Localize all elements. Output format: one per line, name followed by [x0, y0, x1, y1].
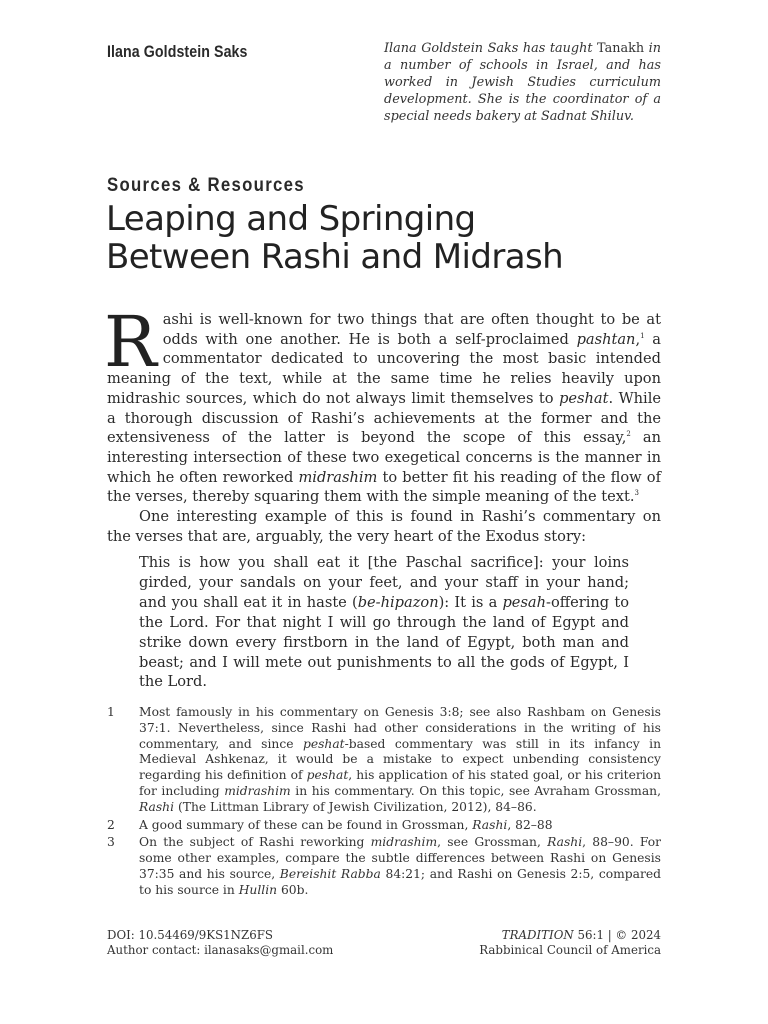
section-label: Sources & Resources — [107, 174, 305, 196]
italic-run: midrashim — [370, 835, 438, 850]
issue-info: 56:1 | © 2024 — [573, 928, 661, 942]
footnote-text — [139, 705, 661, 816]
italic-run: Hullin — [238, 882, 278, 897]
quote-text: This is how you shall eat it [the Paschal sacrifice]: your loins girded, your sandals on your feet, and your staff in your hand; and you shall eat it in haste ( — [139, 554, 629, 611]
text-run: , 88–90. For some other examples, compare the subtle differences between Rashi on Genesis 37:35 and his source, — [139, 835, 661, 881]
footnote-3 — [107, 835, 661, 898]
italic-run: midrashim — [224, 783, 291, 798]
doi-link[interactable]: DOI: 10.54469/9KS1NZ6FS — [107, 928, 273, 942]
text-run: a commentator dedicated to uncovering the most basic intended meaning of the text, while at the same time he relies heavily upon midrashic sources, which do not always limit themselves to — [107, 330, 661, 407]
footnote-2 — [107, 818, 661, 834]
text-run: ashi is well-known for two things that are often thought to be at odds with one another. He is both a self-proclaimed — [162, 311, 661, 348]
text-run: , 82–88 — [507, 817, 553, 832]
footer-right — [479, 928, 661, 958]
term-pesah: pesah — [502, 593, 547, 611]
bio-tanakh: Tanakh — [597, 41, 645, 56]
text-run: in his commentary. On this topic, see Avraham Grossman, — [290, 783, 661, 798]
bio-rest: in a number of schools in Israel, and has worked in Jewish Studies curriculum development. She is the coordinator of a special needs bakery at Sadnat Shiluv. — [384, 41, 661, 124]
term-midrashim: midrashim — [298, 468, 378, 486]
text-run: -based commentary was still in its infancy in Medieval Ashkenaz, it would be a mistake to expect unbending consistency regarding his definition of — [139, 736, 661, 783]
italic-run: Rashi — [547, 835, 583, 850]
bio-intro: Ilana Goldstein Saks has taught — [384, 41, 593, 56]
italic-run: peshat — [302, 736, 345, 751]
italic-run: Rashi — [139, 799, 175, 814]
term-peshat: peshat — [559, 389, 609, 407]
italic-run: Rashi — [472, 817, 508, 832]
article-body — [104, 301, 661, 546]
footnote-1 — [107, 705, 661, 816]
text-run: On the subject of Rashi reworking — [139, 835, 371, 850]
footnotes — [107, 705, 661, 901]
footnote-ref-3[interactable]: 3 — [634, 489, 639, 498]
footnote-text — [139, 818, 661, 834]
journal-name: TRADITION — [501, 928, 574, 942]
term-pashtan: pashtan — [576, 330, 636, 348]
publisher: Rabbinical Council of America — [479, 943, 661, 957]
paragraph-1: Rashi is well-known for two things that are often thought to be at odds with one another. He is both a self-proclaimed pashtan,$^1$ a commentator dedicated to uncovering the most basic intended meaning of the text, while at the same time he relies heavily upon midrashic sources, which do not always limit themselves to peshat. While a thorough discussion of Rashi’s achievements at the former and the extensiveness of the latter is beyond the scope of this essay,$^2$ an interesting intersection of these two exegetical concerns is the manner in which he often reworked midrashim to better fit his reading of the flow of the verses, thereby squaring them with the simple meaning of the text.$^3$ — [104, 301, 661, 506]
journal-issue — [479, 928, 661, 943]
title-line-1: Leaping and Springing — [106, 199, 476, 239]
footnote-text — [139, 835, 661, 898]
text-run: an interesting intersection of these two exegetical concerns is the manner in which he often reworked — [107, 429, 661, 486]
author-contact[interactable]: Author contact: ilanasaks@gmail.com — [107, 943, 334, 957]
block-quote — [139, 553, 629, 692]
footnote-number: 2 — [107, 817, 115, 832]
italic-run: Bereishit Rabba — [279, 866, 381, 881]
footnote-number: 1 — [107, 705, 115, 719]
footnote-ref-1[interactable]: 1 — [640, 331, 645, 340]
italic-run: peshat — [306, 768, 349, 783]
article-title — [106, 200, 706, 276]
text-run: (The Littman Library of Jewish Civilization, 2012), 84–86. — [174, 799, 537, 814]
text-run: , see Grossman, — [437, 835, 548, 850]
term-be-hipazon: be-hipazon — [357, 593, 439, 611]
text-run: to better fit his reading of the flow of the verses, thereby squaring them with the simple meaning of the text. — [107, 468, 661, 506]
quote-text: ): It is a — [438, 593, 503, 611]
text-run: 84:21; and Rashi on Genesis 2:5, compared to his source in — [139, 866, 661, 897]
text-run: . While a thorough discussion of Rashi’s achievements at the former and the extensiveness of the latter is beyond the scope of this essay, — [107, 389, 661, 447]
text-run: , his application of his stated goal, or his criterion for including — [139, 768, 661, 798]
drop-cap: R — [104, 301, 157, 383]
quote-text: -offering to the Lord. For that night I will go through the land of Egypt and strike down every firstborn in the land of Egypt, both man and beast; and I will mete out punishments to all the gods of Egypt, I the Lord. — [139, 593, 629, 691]
paragraph-2: One interesting example of this is found in Rashi’s commentary on the verses that are, arguably, the very heart of the Exodus story: — [107, 508, 661, 545]
text-run: A good summary of these can be found in Grossman, — [139, 817, 473, 832]
text-run: 60b. — [277, 882, 309, 897]
footnote-ref-2[interactable]: 2 — [626, 430, 631, 439]
author-bio — [384, 40, 661, 125]
text-run: Most famously in his commentary on Genesis 3:8; see also Rashbam on Genesis 37:1. Nevertheless, since Rashi had other considerations in the writing of his commentary, and since — [139, 705, 661, 751]
author-name: Ilana Goldstein Saks — [107, 43, 248, 61]
title-line-2: Between Rashi and Midrash — [106, 237, 564, 277]
footnote-number: 3 — [107, 835, 115, 850]
footer-left — [107, 928, 333, 958]
